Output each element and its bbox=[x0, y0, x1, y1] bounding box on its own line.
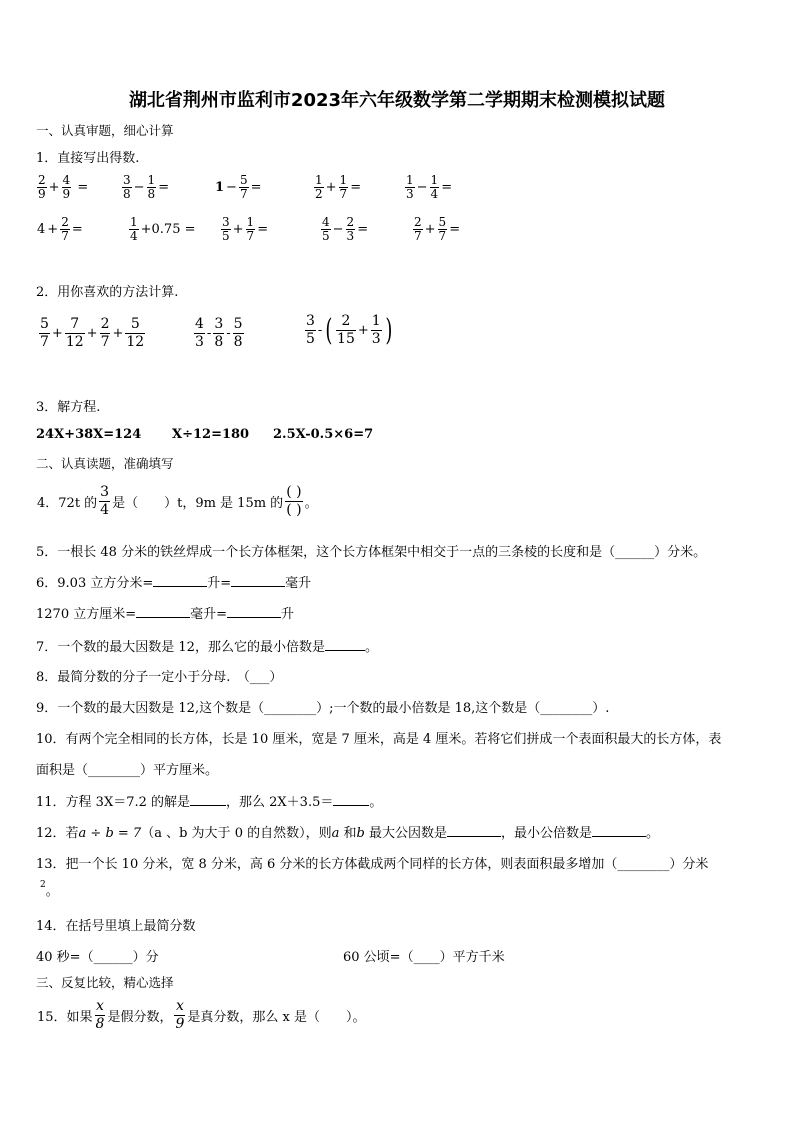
question-3-label: 3．解方程. bbox=[36, 400, 101, 415]
q1-row2-item4: $\frac{4}{5}$ − $\frac{2}{3}$ = bbox=[322, 215, 369, 243]
section-heading-3: 三、反复比较，精心选择 bbox=[36, 975, 174, 990]
question-8: 8．最简分数的分子一定小于分母. （___） bbox=[36, 670, 283, 685]
q1-row2-item5: $\frac{2}{7}$ + $\frac{5}{7}$ = bbox=[414, 215, 461, 243]
question-4: 4．72t 的 $\frac{3}{4}$ 是（ ）t，9m 是 15m 的 $\frac{( )}{( )}$ 。 bbox=[37, 484, 318, 518]
q3-equation-2: X÷12=180 bbox=[172, 427, 250, 442]
q1-row1-item4: $\frac{1}{2}$ + $\frac{1}{7}$ = bbox=[315, 173, 362, 201]
q3-equation-3: 2.5X-0.5×6=7 bbox=[273, 427, 374, 442]
q1-row2-item3: $\frac{3}{5}$ + $\frac{1}{7}$ = bbox=[222, 215, 269, 243]
question-10-line-1: 10．有两个完全相同的长方体，长是 10 厘米，宽是 7 厘米，高是 4 厘米。若将它们拼成一个表面积最大的长方体，表 bbox=[36, 732, 722, 747]
question-13-line-2: $^2$。 bbox=[40, 880, 59, 899]
section-heading-2: 二、认真读题，准确填写 bbox=[36, 456, 174, 471]
q1-row1-item5: $\frac{1}{3}$ − $\frac{1}{4}$ = bbox=[406, 173, 453, 201]
question-6-line-2: 1270 立方厘米= 毫升= 升 bbox=[36, 607, 295, 622]
question-6-line-1: 6．9.03 立方分米= 升= 毫升 bbox=[36, 576, 312, 591]
question-7: 7．一个数的最大因数是 12，那么它的最小倍数是 。 bbox=[36, 640, 378, 655]
q1-row2-item1: 4 + $\frac{2}{7}$ = bbox=[37, 215, 83, 243]
q2-expression-2: $\frac{4}{3}$ - $\frac{3}{8}$ - $\frac{5}{8}$ bbox=[195, 316, 243, 350]
question-14: 14．在括号里填上最简分数 bbox=[36, 919, 196, 934]
section-heading-1: 一、认真审题，细心计算 bbox=[36, 123, 174, 138]
question-12: 12．若a ÷ b = 7（a 、b 为大于 0 的自然数），则a 和b 最大公因数是 ，最小公倍数是 。 bbox=[36, 826, 659, 841]
q3-equation-1: 24X+38X=124 bbox=[36, 427, 142, 442]
question-15: 15．如果 $\frac{x}{8}$ 是假分数， $\frac{x}{9}$ 是真分数，那么 x 是（ ）。 bbox=[37, 998, 366, 1032]
page-title: 湖北省荆州市监利市2023年六年级数学第二学期期末检测模拟试题 bbox=[128, 90, 666, 111]
q2-expression-1: $\frac{5}{7}$ + $\frac{7}{12}$ + $\frac{2}{7}$ + $\frac{5}{12}$ bbox=[40, 316, 145, 350]
question-13-line-1: 13．把一个长 10 分米，宽 8 分米，高 6 分米的长方体截成两个同样的长方体，则表面积最多增加（________）分米 bbox=[36, 857, 709, 872]
question-2-label: 2．用你喜欢的方法计算. bbox=[36, 285, 179, 300]
q1-row2-item2: $\frac{1}{4}$ +0.75 = bbox=[130, 215, 196, 243]
question-9: 9．一个数的最大因数是 12,这个数是（________）;一个数的最小倍数是 18,这个数是（________）. bbox=[36, 701, 610, 716]
q1-row1-item1: $\frac{2}{9}$ + $\frac{4}{9}$ = bbox=[38, 173, 89, 201]
q2-expression-3: $\frac{3}{5}$ - ( $\frac{2}{15}$ + $\frac{1}{3}$ ) bbox=[306, 312, 393, 348]
question-10-line-2: 面积是（________）平方厘米。 bbox=[36, 763, 219, 778]
question-14-part-b: 60 公顷=（____）平方千米 bbox=[343, 950, 505, 965]
question-14-part-a: 40 秒=（______）分 bbox=[36, 950, 159, 965]
question-11: 11．方程 3X＝7.2 的解是 ，那么 2X＋3.5＝ 。 bbox=[36, 795, 383, 810]
question-1-label: 1．直接写出得数. bbox=[36, 151, 140, 166]
q1-row1-item2: $\frac{3}{8}$ − $\frac{1}{8}$ = bbox=[123, 173, 170, 201]
q1-row1-item3: 1 − $\frac{5}{7}$ = bbox=[215, 173, 262, 201]
question-5: 5．一根长 48 分米的铁丝焊成一个长方体框架，这个长方体框架中相交于一点的三条棱的长度和是（______）分米。 bbox=[36, 545, 707, 560]
